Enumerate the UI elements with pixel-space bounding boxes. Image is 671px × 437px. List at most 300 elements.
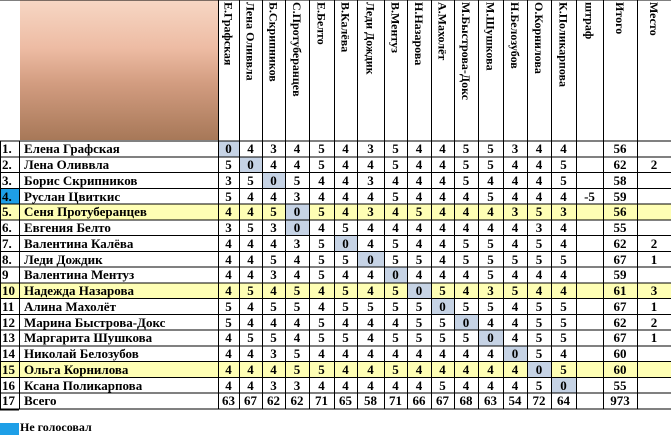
score-cell: 5 [439, 283, 446, 299]
participant-name: Леди Дождик [24, 251, 103, 267]
score-cell: 4 [415, 361, 423, 377]
score-cell: 5 [415, 204, 423, 220]
score-cell: 4 [560, 267, 567, 283]
score-cell: 4 [342, 346, 349, 362]
score-cell: 5 [270, 251, 277, 267]
score-cell: 5 [392, 330, 399, 346]
score-cell: 0 [285, 220, 309, 236]
score-cell: 4 [487, 220, 494, 236]
column-total: 63 [222, 393, 235, 409]
score-cell: 4 [487, 172, 494, 188]
participant-name: Руслан Цвиткис [24, 188, 121, 204]
score-cell: 4 [487, 377, 494, 393]
column-total: 58 [364, 393, 377, 409]
score-cell: 5 [487, 298, 494, 314]
score-cell: 5 [560, 330, 567, 346]
participant-name: Борис Скрипников [24, 172, 138, 188]
score-cell: 5 [415, 330, 423, 346]
column-total: 54 [508, 393, 522, 409]
score-cell: 4 [270, 314, 277, 330]
score-cell: 4 [247, 188, 254, 204]
row-total: 67 [613, 251, 627, 267]
score-cell: 4 [462, 346, 470, 362]
score-cell: 4 [560, 346, 567, 362]
score-cell: 3 [225, 220, 232, 236]
column-total: 62 [267, 393, 280, 409]
row-place: 3 [650, 283, 658, 299]
score-cell: 5 [560, 172, 567, 188]
row-total: 62 [613, 235, 627, 251]
score-cell: 5 [462, 172, 470, 188]
score-cell: 5 [392, 188, 399, 204]
score-cell: 4 [511, 235, 519, 251]
score-cell: 5 [487, 188, 494, 204]
score-cell: 5 [462, 251, 470, 267]
score-cell: 4 [247, 377, 254, 393]
score-cell: 5 [392, 298, 399, 314]
column-header-label: В.Ментуз [388, 2, 403, 53]
score-cell: 4 [415, 141, 423, 157]
score-cell: 4 [439, 188, 446, 204]
score-cell: 4 [342, 361, 349, 377]
score-cell: 4 [560, 141, 567, 157]
score-cell: 3 [367, 172, 374, 188]
row-total: 67 [613, 298, 627, 314]
column-header-label: М.Шушкова [483, 2, 498, 71]
score-cell: 5 [225, 188, 232, 204]
score-cell: 4 [342, 141, 349, 157]
column-header-label: Леди Дождик [363, 2, 378, 75]
column-total: 63 [484, 393, 497, 409]
score-cell: 4 [511, 330, 519, 346]
score-cell: -5 [584, 188, 595, 204]
score-cell: 4 [415, 172, 423, 188]
score-cell: 3 [270, 220, 277, 236]
score-cell: 4 [415, 377, 423, 393]
score-cell: 4 [318, 298, 325, 314]
score-cell: 5 [270, 330, 277, 346]
score-cell: 4 [487, 361, 494, 377]
score-cell: 4 [293, 267, 301, 283]
score-cell: 4 [439, 346, 446, 362]
row-total: 58 [613, 172, 627, 188]
score-cell: 4 [462, 204, 470, 220]
score-cell: 4 [487, 314, 494, 330]
score-cell: 4 [392, 172, 399, 188]
score-cell: 4 [511, 298, 519, 314]
score-cell: 4 [511, 314, 519, 330]
score-cell: 4 [367, 283, 374, 299]
score-cell: 4 [535, 283, 543, 299]
row-place: 1 [650, 330, 658, 346]
row-number: 6. [2, 220, 12, 236]
score-cell: 4 [342, 377, 349, 393]
score-cell: 5 [487, 267, 494, 283]
score-cell: 4 [367, 267, 374, 283]
score-cell: 5 [392, 157, 399, 173]
row-number: 13 [2, 330, 15, 346]
score-cell: 4 [367, 377, 374, 393]
score-cell: 5 [535, 251, 543, 267]
column-header-label: Итого [613, 2, 627, 35]
score-cell: 5 [342, 251, 349, 267]
score-cell: 5 [342, 283, 349, 299]
score-cell: 4 [535, 141, 543, 157]
score-cell: 5 [293, 346, 301, 362]
column-total: 62 [290, 393, 304, 409]
participant-name: Марина Быстрова-Докс [24, 314, 166, 330]
column-total: 65 [339, 393, 352, 409]
score-cell: 4 [225, 251, 232, 267]
participant-name: Лена Оливвла [24, 157, 110, 173]
column-header-label: Е.Белто [314, 2, 329, 45]
score-cell: 5 [415, 314, 423, 330]
participant-name: Валентина Калёва [24, 235, 134, 251]
score-cell: 4 [293, 251, 301, 267]
score-cell: 5 [293, 283, 301, 299]
score-cell: 0 [285, 204, 309, 220]
participant-name: Надежда Назарова [24, 283, 134, 299]
score-cell: 4 [511, 220, 519, 236]
score-cell: 4 [342, 267, 349, 283]
score-cell: 3 [270, 267, 277, 283]
score-cell: 4 [225, 346, 232, 362]
row-total: 60 [613, 346, 627, 362]
row-total: 55 [613, 220, 627, 236]
score-cell: 5 [462, 141, 470, 157]
score-cell: 5 [318, 157, 325, 173]
score-cell: 0 [334, 236, 357, 252]
score-cell: 4 [293, 157, 301, 173]
score-cell: 4 [247, 314, 254, 330]
column-header-label: В.Калёва [338, 2, 353, 53]
score-cell: 0 [239, 157, 262, 173]
column-header-label: К.Поликарпова [556, 2, 571, 88]
row-number: 10 [2, 283, 15, 299]
score-cell: 5 [392, 361, 399, 377]
row-number: 1. [2, 141, 12, 157]
score-cell: 0 [454, 314, 478, 330]
score-cell: 3 [270, 346, 277, 362]
score-cell: 5 [535, 377, 543, 393]
score-cell: 4 [247, 361, 254, 377]
score-cell: 4 [439, 251, 446, 267]
score-cell: 4 [318, 172, 325, 188]
score-cell: 5 [318, 251, 325, 267]
score-cell: 4 [247, 251, 254, 267]
score-cell: 4 [462, 220, 470, 236]
score-cell: 4 [462, 188, 470, 204]
score-cell: 4 [293, 314, 301, 330]
score-cell: 4 [415, 188, 423, 204]
score-cell: 4 [342, 314, 349, 330]
score-cell: 4 [225, 361, 232, 377]
score-cell: 4 [511, 361, 519, 377]
score-cell: 4 [511, 188, 519, 204]
score-cell: 5 [535, 235, 543, 251]
row-place: 1 [650, 298, 658, 314]
row-total: 973 [610, 393, 630, 409]
row-place: 2 [650, 235, 658, 251]
score-cell: 4 [415, 235, 423, 251]
score-cell: 5 [511, 251, 519, 267]
column-header-label: Лена Оливвла [243, 2, 258, 81]
row-total: 56 [613, 204, 627, 220]
score-cell: 5 [225, 157, 232, 173]
score-cell: 4 [439, 267, 446, 283]
score-cell: 5 [318, 330, 325, 346]
participant-name: Валентина Ментуз [24, 267, 135, 283]
row-number: 16 [2, 377, 15, 393]
column-total: 71 [315, 393, 328, 409]
score-cell: 4 [247, 298, 254, 314]
score-cell: 5 [415, 251, 423, 267]
row-number: 7. [2, 235, 12, 251]
score-cell: 4 [225, 377, 232, 393]
participant-name: Николай Белозубов [24, 346, 139, 362]
score-cell: 5 [318, 141, 325, 157]
row-number: 4. [0, 188, 19, 204]
score-cell: 4 [439, 361, 446, 377]
score-cell: 4 [342, 172, 349, 188]
score-cell: 5 [535, 314, 543, 330]
score-cell: 4 [342, 157, 349, 173]
score-cell: 4 [439, 172, 446, 188]
score-cell: 4 [225, 283, 232, 299]
score-cell: 4 [462, 267, 470, 283]
score-cell: 4 [270, 283, 277, 299]
score-cell: 3 [293, 377, 301, 393]
score-cell: 4 [439, 141, 446, 157]
column-total: 72 [532, 393, 546, 409]
score-cell: 4 [293, 330, 301, 346]
score-cell: 4 [439, 235, 446, 251]
score-cell: 4 [293, 141, 301, 157]
score-cell: 5 [293, 361, 301, 377]
score-cell: 4 [270, 157, 277, 173]
score-cell: 4 [535, 157, 543, 173]
score-cell: 0 [527, 362, 551, 378]
score-cell: 5 [293, 298, 301, 314]
score-cell: 4 [367, 314, 374, 330]
score-cell: 4 [392, 346, 399, 362]
score-cell: 4 [439, 157, 446, 173]
score-cell: 4 [535, 188, 543, 204]
legend-label: Не голосовал [20, 420, 92, 434]
score-cell: 4 [318, 220, 325, 236]
score-cell: 5 [225, 298, 232, 314]
score-cell: 4 [342, 204, 349, 220]
score-cell: 3 [511, 204, 519, 220]
score-cell: 5 [415, 298, 423, 314]
column-total: 66 [412, 393, 426, 409]
score-cell: 0 [218, 141, 239, 157]
score-cell: 4 [367, 346, 374, 362]
score-cell: 4 [535, 267, 543, 283]
row-number: 12 [2, 314, 15, 330]
row-total: 59 [613, 188, 627, 204]
score-cell: 3 [487, 283, 494, 299]
score-cell: 5 [535, 346, 543, 362]
score-cell: 5 [318, 204, 325, 220]
score-cell: 5 [342, 298, 349, 314]
score-cell: 3 [293, 188, 301, 204]
score-cell: 4 [318, 377, 325, 393]
score-cell: 5 [487, 157, 494, 173]
column-header-label: Н.Назарова [412, 2, 426, 66]
row-total: 67 [613, 330, 627, 346]
score-cell: 5 [367, 298, 374, 314]
score-cell: 3 [270, 141, 277, 157]
column-header-label: О.Корнилова [532, 2, 546, 74]
column-header-label: А.Махолёт [435, 2, 450, 61]
row-place: 2 [650, 314, 658, 330]
row-number: 2. [2, 157, 12, 173]
score-cell: 0 [478, 330, 503, 346]
row-number: 3. [2, 172, 12, 188]
score-cell: 4 [270, 188, 277, 204]
score-cell: 4 [367, 235, 374, 251]
row-number: 11 [2, 298, 15, 314]
score-cell: 4 [342, 188, 349, 204]
score-cell: 4 [560, 283, 567, 299]
score-cell: 0 [407, 283, 431, 299]
score-cell: 4 [415, 220, 423, 236]
score-cell: 5 [439, 377, 446, 393]
participant-name: Ольга Корнилова [24, 361, 129, 377]
score-cell: 4 [535, 172, 543, 188]
score-cell: 5 [342, 220, 349, 236]
score-cell: 0 [357, 251, 384, 267]
score-cell: 5 [293, 172, 301, 188]
column-header-label: Е.Графская [221, 2, 236, 66]
column-header-label: Место [647, 2, 661, 36]
score-cell: 4 [439, 204, 446, 220]
score-cell: 5 [560, 298, 567, 314]
row-total: 56 [613, 141, 627, 157]
score-cell: 5 [535, 204, 543, 220]
score-cell: 4 [392, 377, 399, 393]
score-cell: 4 [225, 267, 232, 283]
score-cell: 3 [293, 235, 301, 251]
score-cell: 3 [367, 204, 374, 220]
score-cell: 5 [247, 172, 254, 188]
score-cell: 5 [318, 267, 325, 283]
score-cell: 3 [535, 220, 543, 236]
score-cell: 3 [560, 204, 567, 220]
score-cell: 5 [318, 314, 325, 330]
score-cell: 4 [560, 220, 567, 236]
score-cell: 4 [415, 346, 423, 362]
score-cell: 0 [551, 377, 576, 393]
score-cell: 5 [392, 283, 399, 299]
column-total: 67 [436, 393, 449, 409]
score-cell: 5 [247, 330, 254, 346]
score-cell: 4 [247, 204, 254, 220]
participant-name: Сеня Протуберанцев [24, 204, 147, 220]
score-cell: 4 [225, 235, 232, 251]
score-cell: 4 [415, 267, 423, 283]
column-header-label: С.Протуберанцев [290, 2, 304, 97]
score-cell: 3 [511, 141, 519, 157]
score-cell: 5 [439, 314, 446, 330]
row-total: 60 [613, 361, 627, 377]
score-cell: 4 [318, 283, 325, 299]
column-header-label: М.Быстрова-Докс [459, 2, 473, 101]
score-cell: 5 [535, 330, 543, 346]
score-cell: 4 [270, 361, 277, 377]
score-cell: 4 [318, 188, 325, 204]
score-cell: 4 [318, 346, 325, 362]
row-number: 5. [2, 204, 12, 220]
score-cell: 5 [392, 235, 399, 251]
score-cell: 0 [262, 173, 285, 189]
score-cell: 4 [367, 361, 374, 377]
score-cell: 5 [462, 157, 470, 173]
column-total: 64 [557, 393, 570, 409]
score-cell: 4 [511, 377, 519, 393]
score-cell: 4 [367, 330, 374, 346]
score-cell: 5 [318, 235, 325, 251]
score-cell: 4 [247, 141, 254, 157]
score-cell: 4 [367, 220, 374, 236]
score-cell: 5 [560, 314, 567, 330]
score-cell: 5 [247, 220, 254, 236]
participant-name: Елена Графская [24, 141, 120, 157]
score-cell: 5 [560, 157, 567, 173]
row-total: 62 [613, 157, 627, 173]
row-total: 59 [613, 267, 627, 283]
column-header-label: Н.Белозубов [508, 2, 522, 69]
score-cell: 4 [392, 220, 399, 236]
score-cell: 4 [511, 172, 519, 188]
row-number: 14 [2, 346, 15, 362]
score-cell: 0 [384, 267, 407, 283]
row-place: 1 [650, 251, 658, 267]
score-cell: 4 [462, 283, 470, 299]
row-number: 15 [2, 361, 15, 377]
score-cell: 4 [225, 330, 232, 346]
column-total: 67 [244, 393, 257, 409]
score-cell: 0 [431, 299, 454, 315]
score-cell: 5 [392, 141, 399, 157]
score-cell: 5 [270, 298, 277, 314]
score-cell: 5 [462, 330, 470, 346]
row-number: 9 [2, 267, 9, 283]
score-cell: 5 [462, 235, 470, 251]
score-cell: 0 [503, 346, 527, 362]
score-cell: 4 [511, 267, 519, 283]
participant-name: Евгения Белто [24, 220, 111, 236]
score-cell: 4 [462, 361, 470, 377]
row-number: 17 [2, 393, 15, 409]
score-cell: 5 [462, 298, 470, 314]
participant-name: Маргарита Шушкова [24, 330, 153, 346]
score-cell: 5 [487, 235, 494, 251]
score-cell: 5 [535, 298, 543, 314]
score-cell: 5 [487, 141, 494, 157]
score-cell: 4 [392, 204, 399, 220]
score-cell: 4 [487, 204, 494, 220]
score-cell: 5 [560, 251, 567, 267]
column-total: 71 [389, 393, 402, 409]
score-cell: 5 [225, 314, 232, 330]
legend-swatch [0, 423, 19, 435]
score-cell: 4 [439, 220, 446, 236]
column-header-label: штраф [582, 2, 597, 40]
row-total: 55 [613, 377, 627, 393]
score-cell: 4 [367, 188, 374, 204]
